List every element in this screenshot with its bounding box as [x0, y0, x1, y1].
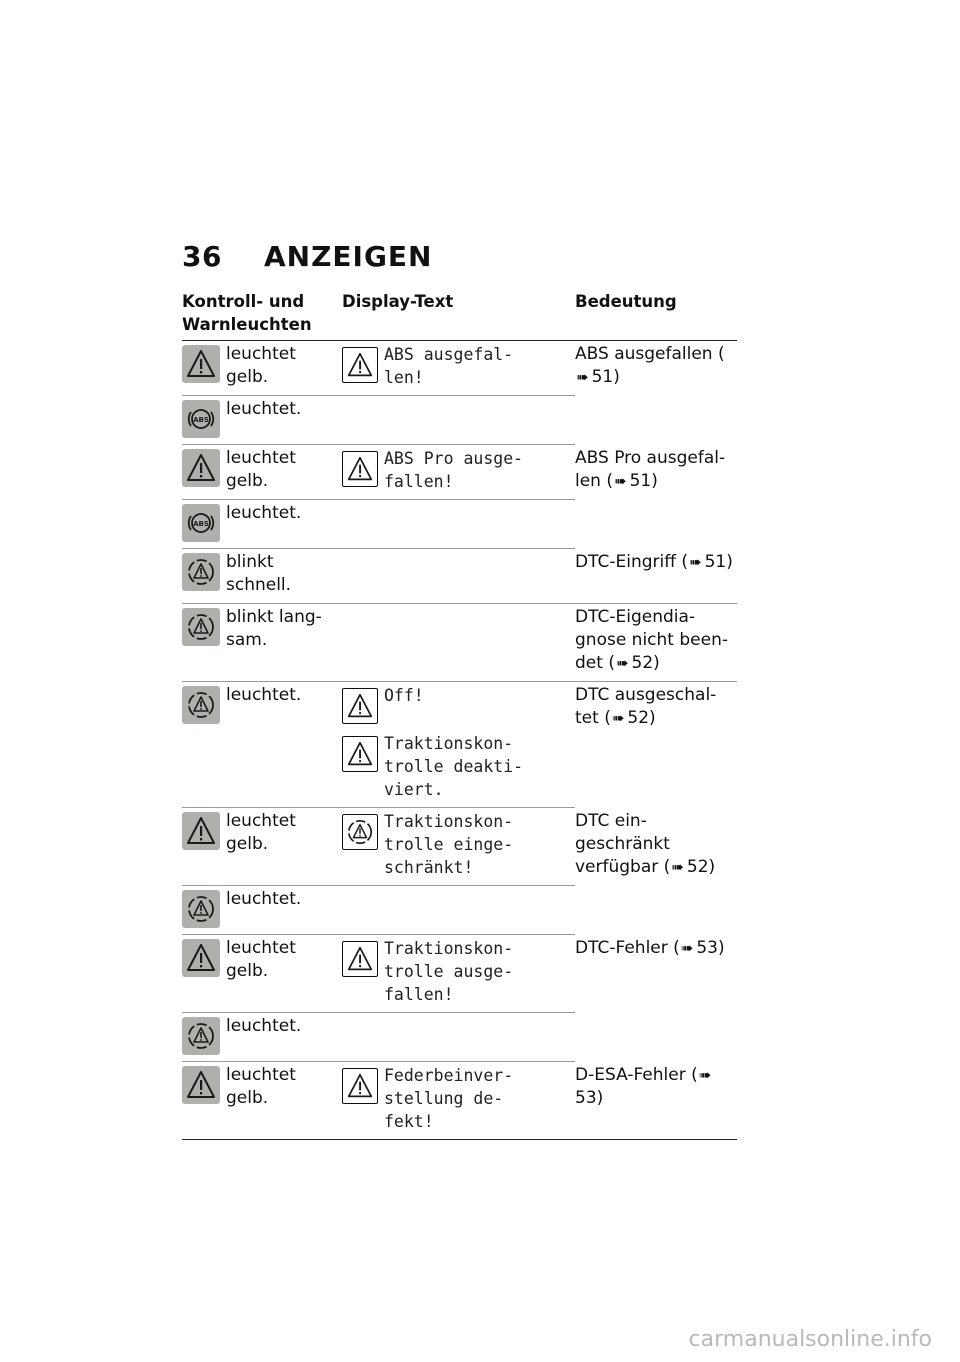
warning-triangle-icon	[182, 812, 220, 850]
table-row	[182, 935, 737, 1013]
lamp-state: leuchtet.	[226, 685, 302, 705]
table-row	[182, 549, 737, 604]
arrow-right-icon: ➠	[611, 709, 625, 727]
meaning-text: DTC-Fehler (	[575, 937, 680, 958]
lamp-state: leuchtet.	[226, 503, 302, 523]
lamp-state: leuchtet gelb.	[226, 344, 296, 387]
lamp-state: blinkt lang- sam.	[226, 607, 322, 650]
meaning-text: DTC-Eingriff (	[575, 551, 688, 572]
table-header-row	[182, 290, 737, 341]
section-title: ANZEIGEN	[264, 240, 433, 273]
warning-triangle-icon	[182, 939, 220, 977]
display-text: ABS ausgefal- len!	[384, 345, 514, 387]
traction-control-icon	[182, 890, 220, 928]
page-header	[182, 240, 433, 273]
table-row	[182, 1062, 737, 1140]
meaning-text: DTC ein- geschränkt verfügbar (	[575, 810, 671, 877]
warning-triangle-icon	[182, 345, 220, 383]
page-reference: 51)	[704, 551, 733, 572]
page-number: 36	[182, 240, 222, 273]
meaning-text: ABS Pro ausgefal- len (	[575, 447, 726, 491]
page-reference: 52)	[686, 856, 716, 877]
warning-triangle-icon	[182, 449, 220, 487]
meaning-text: ABS ausgefallen (	[575, 344, 725, 364]
table-row	[182, 604, 737, 682]
arrow-right-icon: ➠	[698, 1065, 712, 1084]
warning-triangle-icon	[342, 347, 378, 383]
lamp-state: leuchtet.	[226, 399, 302, 419]
arrow-right-icon: ➠	[688, 552, 702, 571]
lamp-state: blinkt schnell.	[226, 552, 292, 595]
page-reference: 53)	[696, 937, 725, 958]
lamp-state: leuchtet.	[226, 1016, 302, 1036]
indicator-table	[182, 290, 737, 1140]
table-row	[182, 682, 737, 731]
page-reference: 52)	[627, 708, 656, 728]
lamp-state: leuchtet.	[226, 889, 302, 909]
lamp-state: leuchtet gelb.	[226, 1065, 296, 1108]
arrow-right-icon: ➠	[614, 471, 627, 490]
watermark: carmanualsonline.info	[688, 1327, 932, 1352]
traction-control-icon	[182, 553, 220, 591]
display-text: Federbeinver- stellung de- fekt!	[384, 1066, 514, 1131]
traction-control-icon	[342, 814, 378, 850]
table-row	[182, 808, 737, 886]
traction-control-icon	[182, 608, 220, 646]
page-reference: 51)	[591, 367, 620, 387]
display-text: ABS Pro ausge- fallen!	[384, 449, 524, 491]
lamp-state: leuchtet gelb.	[226, 938, 296, 981]
warning-triangle-icon	[342, 1068, 378, 1104]
display-text: Traktionskon- trolle deakti- viert.	[384, 734, 524, 799]
arrow-right-icon: ➠	[680, 938, 694, 957]
meaning-text: DTC ausgeschal- tet (	[575, 685, 717, 728]
lamp-state: leuchtet gelb.	[226, 448, 296, 491]
display-text: Traktionskon- trolle einge- schränkt!	[384, 812, 514, 877]
warning-triangle-icon	[342, 688, 378, 724]
display-text: Traktionskon- trolle ausge- fallen!	[384, 939, 514, 1004]
meaning-text: DTC-Eigendia- gnose nicht been- det (	[575, 607, 728, 673]
warning-triangle-icon	[182, 1066, 220, 1104]
display-text: Off!	[384, 686, 424, 705]
arrow-right-icon: ➠	[576, 368, 589, 386]
arrow-right-icon: ➠	[615, 654, 629, 672]
page-reference: 53)	[575, 1087, 604, 1108]
traction-control-icon	[182, 686, 220, 724]
column-header-display: Display-Text	[342, 292, 454, 311]
page-reference: 52)	[631, 653, 660, 673]
column-header-meaning: Bedeutung	[575, 292, 677, 311]
warning-triangle-icon	[342, 736, 378, 772]
arrow-right-icon: ➠	[671, 857, 684, 876]
page-reference: 51)	[629, 470, 658, 491]
table-row	[182, 341, 737, 396]
meaning-text: D-ESA-Fehler (	[575, 1064, 698, 1085]
table-row	[182, 445, 737, 500]
warning-triangle-icon	[342, 941, 378, 977]
column-header-lamps: Kontroll- und Warnleuchten	[182, 292, 312, 334]
lamp-state: leuchtet gelb.	[226, 811, 296, 854]
warning-triangle-icon	[342, 451, 378, 487]
traction-control-icon	[182, 1017, 220, 1055]
abs-icon	[182, 504, 220, 542]
abs-icon	[182, 400, 220, 438]
